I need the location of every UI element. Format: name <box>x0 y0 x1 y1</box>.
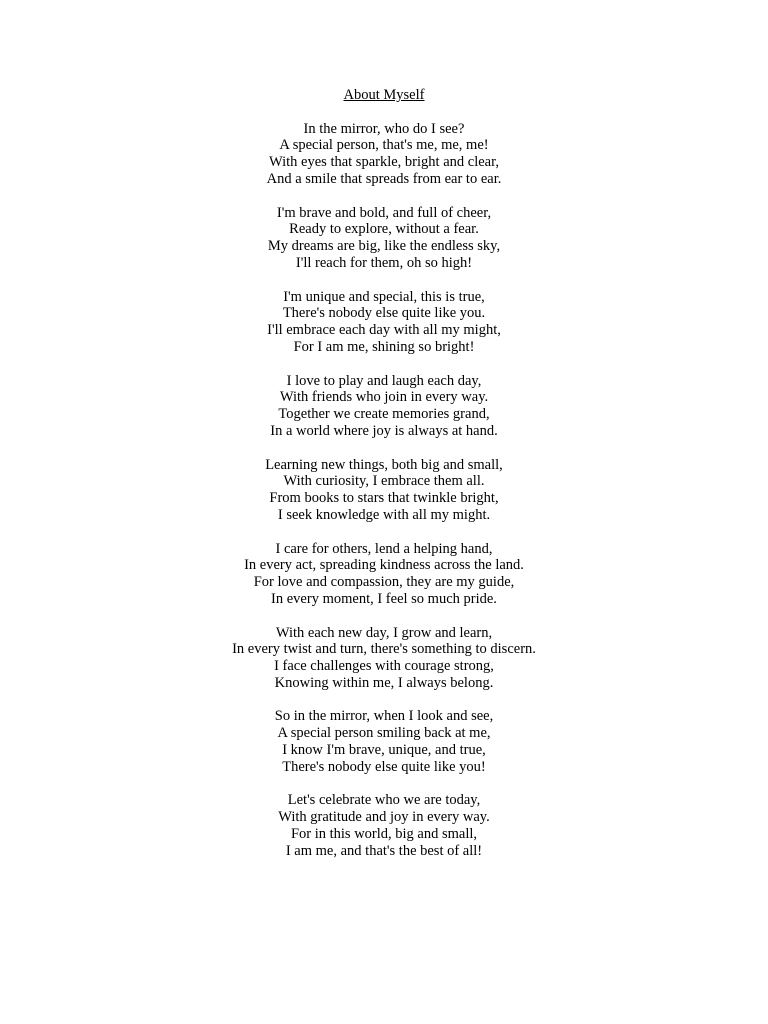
poem-line: My dreams are big, like the endless sky, <box>267 238 501 255</box>
poem-line: In the mirror, who do I see? <box>303 120 465 137</box>
poem-line: Knowing within me, I always belong. <box>274 674 494 691</box>
poem-line: I'm brave and bold, and full of cheer, <box>276 204 492 221</box>
poem-line: With gratitude and joy in every way. <box>278 809 490 826</box>
poem-line: I'm unique and special, this is true, <box>283 288 485 305</box>
poem-line: With friends who join in every way. <box>279 389 489 406</box>
poem-line: There's nobody else quite like you. <box>282 305 486 322</box>
poem-line: There's nobody else quite like you! <box>282 758 486 775</box>
poem-line: For in this world, big and small, <box>290 826 478 843</box>
poem-stanza <box>0 792 768 859</box>
poem-line: Learning new things, both big and small, <box>265 456 503 473</box>
poem-stanza <box>0 457 768 524</box>
poem-stanza <box>0 121 768 188</box>
poem-stanza <box>0 708 768 775</box>
poem-line: With curiosity, I embrace them all. <box>283 473 485 490</box>
poem-line: With each new day, I grow and learn, <box>275 624 493 641</box>
poem-body <box>0 121 768 860</box>
poem-line: Together we create memories grand, <box>278 406 490 423</box>
poem-line: In a world where joy is always at hand. <box>270 422 498 439</box>
poem-line: I seek knowledge with all my might. <box>277 506 491 523</box>
poem-title: About Myself <box>343 87 425 103</box>
poem-stanza <box>0 625 768 692</box>
poem-line: I care for others, lend a helping hand, <box>275 540 493 557</box>
poem-line: For love and compassion, they are my guide, <box>253 574 515 591</box>
poem-line: For I am me, shining so bright! <box>293 338 475 355</box>
poem-line: In every act, spreading kindness across the land. <box>244 557 524 574</box>
poem-stanza <box>0 205 768 272</box>
poem-line: I'll reach for them, oh so high! <box>295 254 473 271</box>
poem-line: And a smile that spreads from ear to ear. <box>266 170 502 187</box>
poem-line: Let's celebrate who we are today, <box>287 792 481 809</box>
poem-line: From books to stars that twinkle bright, <box>269 490 499 507</box>
poem-line: In every moment, I feel so much pride. <box>271 590 497 607</box>
poem-line: Ready to explore, without a fear. <box>289 221 479 238</box>
poem-stanza <box>0 289 768 356</box>
poem <box>0 87 768 876</box>
poem-line: A special person, that's me, me, me! <box>279 137 489 154</box>
poem-stanza <box>0 541 768 608</box>
poem-line: A special person smiling back at me, <box>277 725 491 742</box>
poem-line: I know I'm brave, unique, and true, <box>282 742 486 759</box>
poem-line: In every twist and turn, there's something to discern. <box>232 641 536 658</box>
poem-line: I am me, and that's the best of all! <box>285 842 483 859</box>
poem-line: I'll embrace each day with all my might, <box>267 322 501 339</box>
poem-line: I face challenges with courage strong, <box>274 658 494 675</box>
poem-line: So in the mirror, when I look and see, <box>274 708 494 725</box>
poem-stanza <box>0 373 768 440</box>
poem-line: With eyes that sparkle, bright and clear, <box>269 154 499 171</box>
poem-line: I love to play and laugh each day, <box>286 372 482 389</box>
